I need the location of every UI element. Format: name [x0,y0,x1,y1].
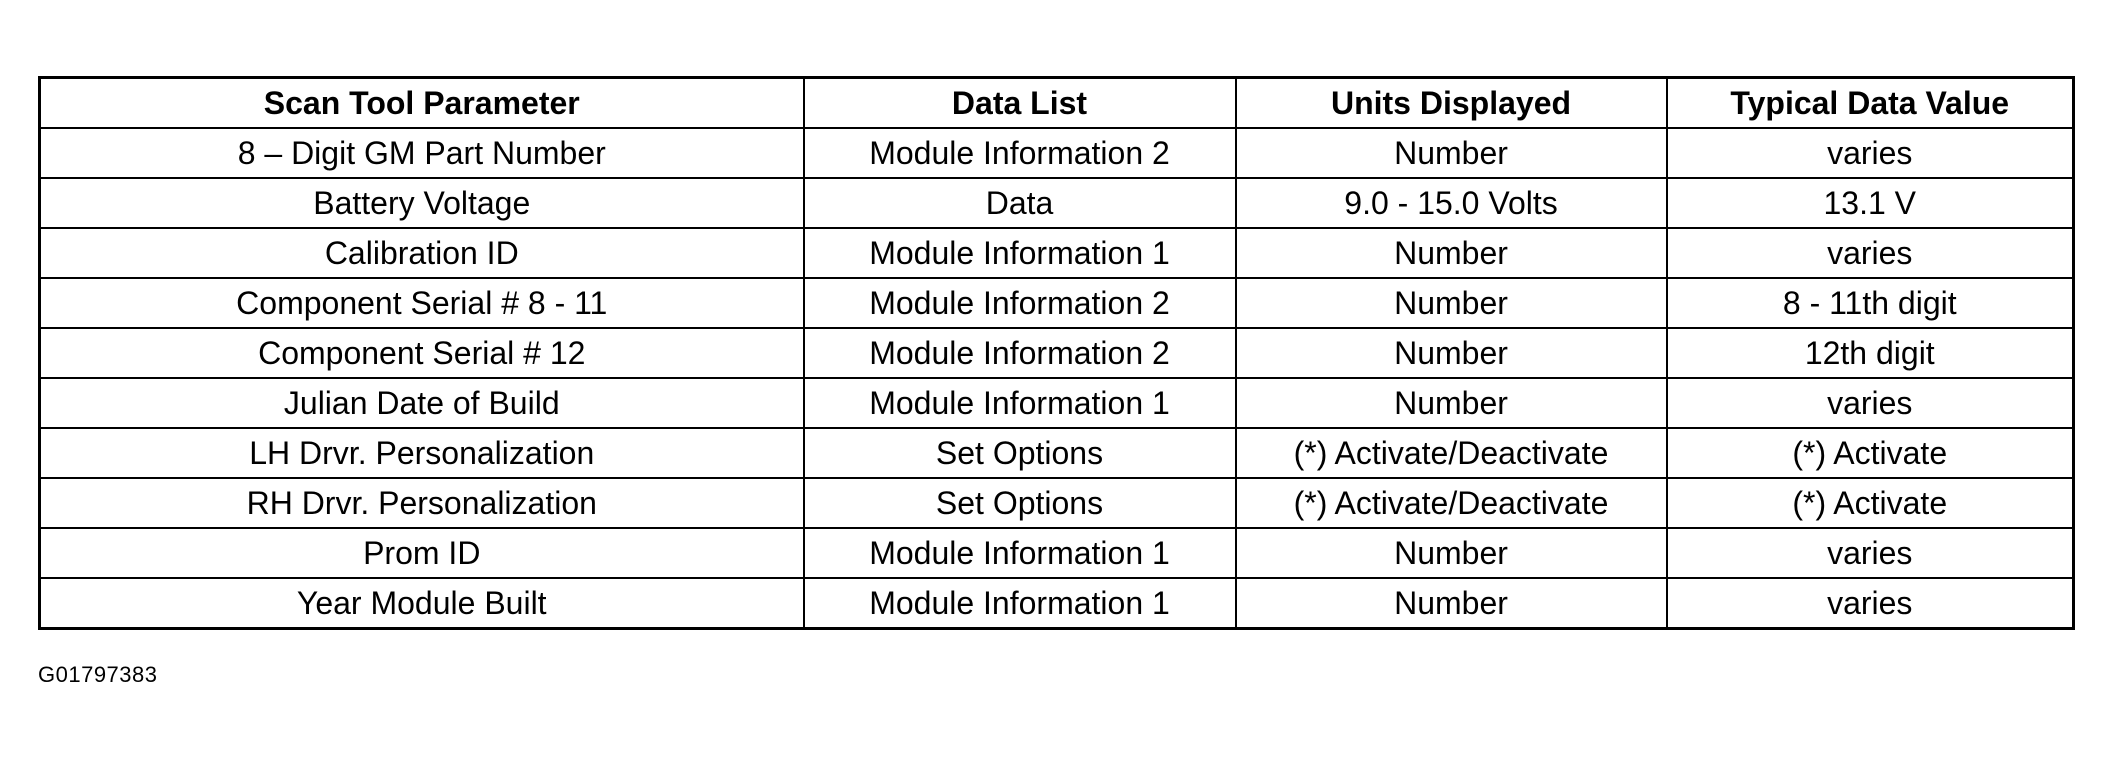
table-row [40,578,2074,629]
table-row [40,478,2074,528]
cell-data-list: Set Options [804,428,1236,478]
column-header-data-list: Data List [804,78,1236,129]
cell-typical-value: varies [1667,578,2074,629]
cell-parameter: Battery Voltage [40,178,804,228]
cell-units: Number [1236,328,1667,378]
cell-data-list: Module Information 1 [804,228,1236,278]
cell-units: Number [1236,128,1667,178]
cell-typical-value: (*) Activate [1667,428,2074,478]
table-row [40,128,2074,178]
cell-typical-value: varies [1667,128,2074,178]
cell-units: Number [1236,228,1667,278]
cell-data-list: Data [804,178,1236,228]
column-header-units-displayed: Units Displayed [1236,78,1667,129]
cell-data-list: Set Options [804,478,1236,528]
table-row [40,278,2074,328]
cell-typical-value: 8 - 11th digit [1667,278,2074,328]
table-row [40,528,2074,578]
cell-typical-value: 12th digit [1667,328,2074,378]
cell-parameter: RH Drvr. Personalization [40,478,804,528]
cell-data-list: Module Information 1 [804,578,1236,629]
table-row [40,378,2074,428]
cell-data-list: Module Information 1 [804,378,1236,428]
cell-units: (*) Activate/Deactivate [1236,428,1667,478]
cell-typical-value: varies [1667,228,2074,278]
cell-typical-value: varies [1667,378,2074,428]
cell-data-list: Module Information 2 [804,128,1236,178]
table-row [40,228,2074,278]
cell-units: Number [1236,278,1667,328]
cell-parameter: Prom ID [40,528,804,578]
table-header-row [40,78,2074,129]
cell-parameter: Calibration ID [40,228,804,278]
cell-parameter: Year Module Built [40,578,804,629]
cell-parameter: LH Drvr. Personalization [40,428,804,478]
cell-typical-value: 13.1 V [1667,178,2074,228]
cell-parameter: Julian Date of Build [40,378,804,428]
column-header-typical-data-value: Typical Data Value [1667,78,2074,129]
cell-typical-value: (*) Activate [1667,478,2074,528]
cell-data-list: Module Information 1 [804,528,1236,578]
cell-units: Number [1236,578,1667,629]
cell-units: (*) Activate/Deactivate [1236,478,1667,528]
cell-data-list: Module Information 2 [804,278,1236,328]
cell-parameter: 8 – Digit GM Part Number [40,128,804,178]
table-row [40,428,2074,478]
cell-units: 9.0 - 15.0 Volts [1236,178,1667,228]
figure-id: G01797383 [38,662,158,687]
column-header-scan-tool-parameter: Scan Tool Parameter [40,78,804,129]
cell-data-list: Module Information 2 [804,328,1236,378]
cell-units: Number [1236,528,1667,578]
table-row [40,178,2074,228]
cell-typical-value: varies [1667,528,2074,578]
cell-parameter: Component Serial # 8 - 11 [40,278,804,328]
scan-tool-parameter-table [38,76,2075,630]
table-row [40,328,2074,378]
cell-units: Number [1236,378,1667,428]
cell-parameter: Component Serial # 12 [40,328,804,378]
